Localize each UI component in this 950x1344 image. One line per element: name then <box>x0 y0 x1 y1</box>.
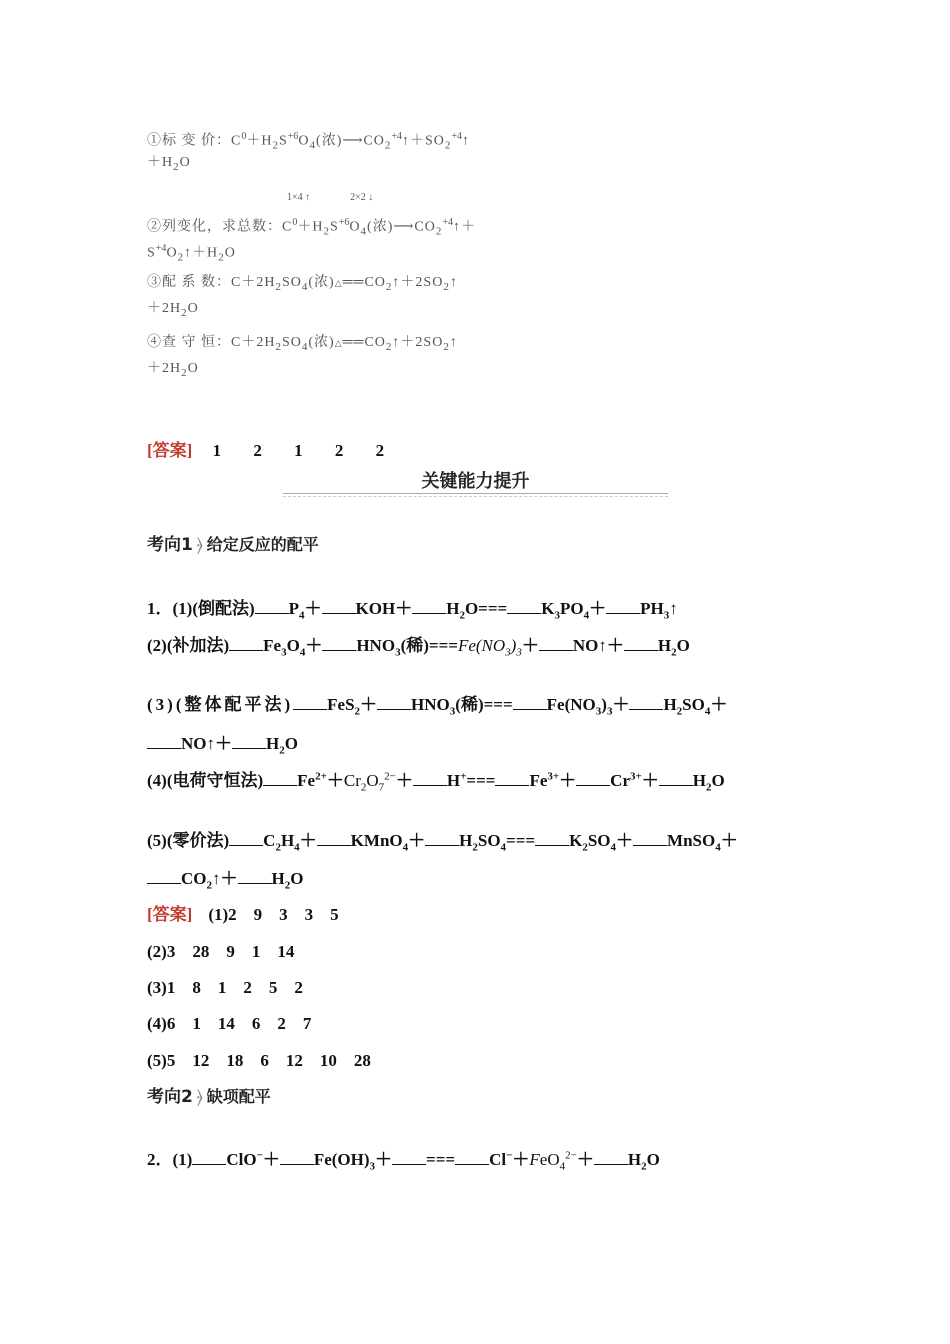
answer-tag: [答案] <box>147 441 193 460</box>
solution-steps <box>147 124 527 382</box>
section-rule <box>283 493 668 494</box>
answer-a5: (5)5 12 18 6 12 10 28 <box>147 1051 371 1070</box>
step-2-annotation: 1×4 ↑ 2×2 ↓ <box>287 192 374 203</box>
q1-3-label: (3)(整体配平法) <box>147 695 294 714</box>
step-1b: $+H_2O$ <box>147 155 191 173</box>
answer-values: 1 2 1 2 2 <box>212 441 399 460</box>
q1-5-label: (5)(零价法) <box>147 831 230 850</box>
step-2b: $S^{+4}O_2↑+H_2O$ <box>147 243 236 264</box>
q2-label: 2．(1) <box>147 1150 193 1169</box>
answers-a5-row <box>147 1046 371 1071</box>
step-4b: $+2H_2O$ <box>147 361 199 379</box>
kaoxiang-1: 考向1 ⦒ 给定反应的配平 <box>147 534 319 555</box>
section-title: 关键能力提升 <box>403 467 548 493</box>
step-4: ④查 守 恒：$C+2H_2SO_4$(浓)$\triangle══CO_2↑+2SO_2↑$ <box>147 335 458 353</box>
q1-1-label: 1．(1)(倒配法) <box>147 599 255 618</box>
answer-a1: (1)2 9 3 3 5 <box>208 905 339 924</box>
kaoxiang-label: 考向2 <box>147 1087 193 1107</box>
kaoxiang-label: 考向1 <box>147 535 193 555</box>
step-1: ①标 变 价：$C^0+H_2S^{+6}O_4$(浓)$⟶CO_2^{+4}↑+SO_2^{+4}↑$ <box>147 131 471 152</box>
q1-line5: (4)(电荷守恒法) $Fe^{2+}+Cr_2O_7^{2-}+ H^+=== Fe^{3+}+ Cr^{3+}+ H_2O$ <box>147 770 725 794</box>
q1-4-label: (4)(电荷守恒法) <box>147 771 264 790</box>
section-header <box>283 465 668 499</box>
kaoxiang-title: 给定反应的配平 <box>206 535 319 554</box>
answers-block-1 <box>147 900 339 925</box>
kaoxiang-title: 缺项配平 <box>206 1087 271 1106</box>
answer-a4: (4)6 1 14 6 2 7 <box>147 1014 312 1033</box>
answer-1 <box>147 436 398 461</box>
q1-line2: (2)(补加法) $Fe_3O_4+ HNO_3$(稀)$===Fe(NO_3)_3+$ NO↑＋ $H_2O$ <box>147 636 690 659</box>
q1-line1: 1．(1)(倒配法) $P_4+ KOH+ H_2O=== K_3PO_4+$ $PH_3↑$ <box>147 599 678 622</box>
answers-a2-row <box>147 937 294 962</box>
q1-line3: (3)(整体配平法) $FeS_2+ HNO_3$(稀)=== $Fe(NO_3)_3+ H_2SO_4+$ <box>147 695 728 718</box>
q1-2-label: (2)(补加法) <box>147 636 230 655</box>
step-3b: $+2H_2O$ <box>147 301 199 319</box>
section-rule-dashed <box>283 496 668 497</box>
q1-line6: (5)(零价法) $C_2H_4+$ KMnO$_4$＋ $H_2SO_4=== K_2SO_4+$ MnSO$_4$＋ <box>147 831 738 854</box>
answers-a3-row <box>147 973 303 998</box>
q2-line1: 2．(1) $ClO^-+ Fe(OH)_3+$ === $Cl^-+FeO_4^{2-}+ H_2O$ <box>147 1149 660 1173</box>
step-3: ③配 系 数：$C+2H_2SO_4$(浓)$\triangle══CO_2↑+2SO_2↑$ <box>147 275 458 293</box>
step-2: ②列变化，求总数：$C^0+H_2S^{+6}O_4$(浓)$⟶CO_2^{+4}↑+$ <box>147 217 477 238</box>
q1-line7: $CO_2↑+ H_2O$ <box>147 864 303 891</box>
q1-line4: NO↑＋ $H_2O$ <box>147 729 298 756</box>
answers-a4-row <box>147 1009 311 1034</box>
kaoxiang-2: 考向2 ⦒ 缺项配平 <box>147 1086 271 1107</box>
answer-a2: (2)3 28 9 1 14 <box>147 942 295 961</box>
answers-tag: [答案] <box>147 905 193 924</box>
answer-a3: (3)1 8 1 2 5 2 <box>147 978 303 997</box>
